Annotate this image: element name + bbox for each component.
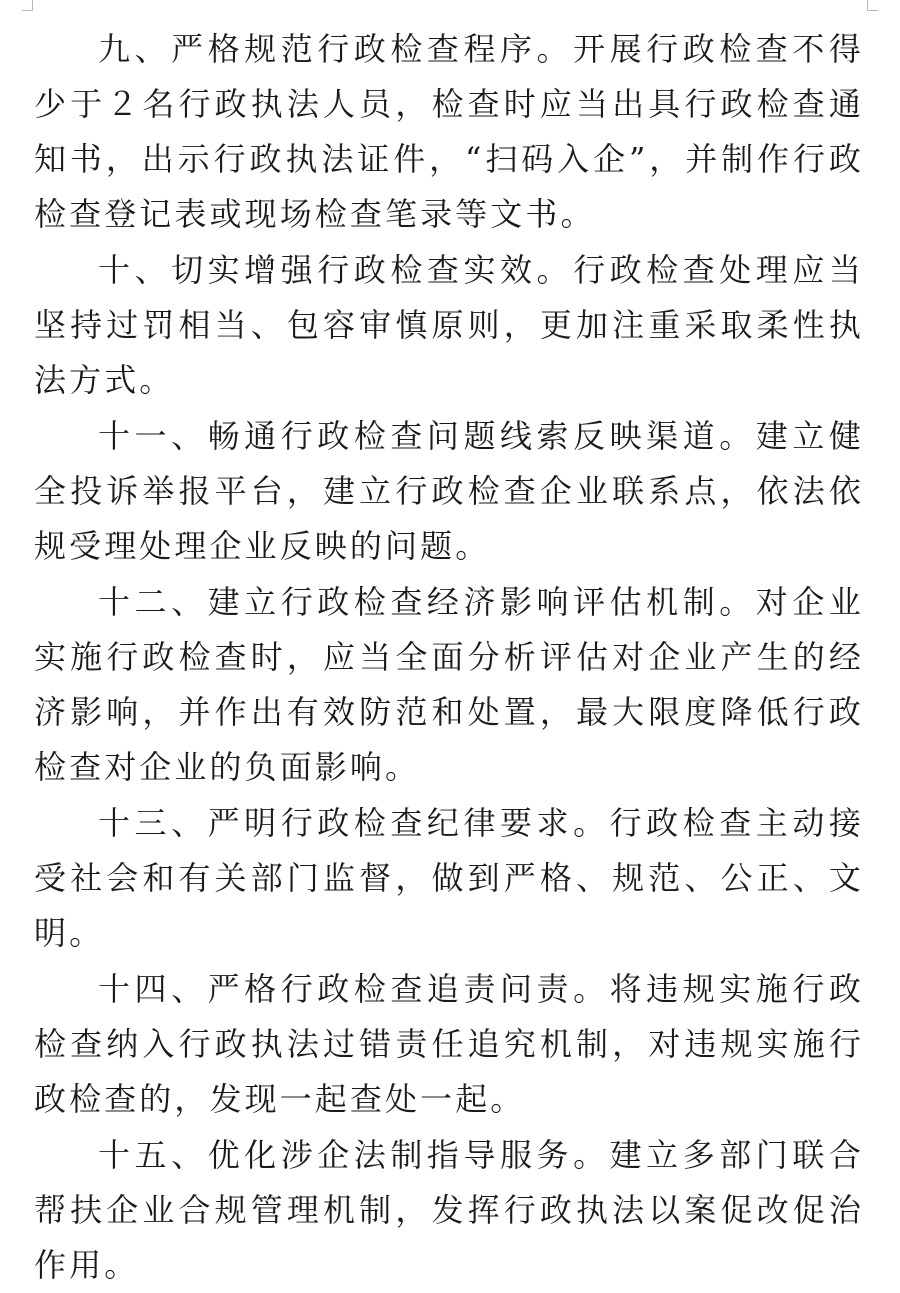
page-corner-mark-left bbox=[22, 0, 33, 11]
paragraph-item-13: 十三、严明行政检查纪律要求。行政检查主动接受社会和有关部门监督，做到严格、规范、公正、文明。 bbox=[34, 804, 864, 952]
paragraph-item-9: 九、严格规范行政检查程序。开展行政检查不得少于２名行政执法人员，检查时应当出具行政检查通知书，出示行政执法证件，“扫码入企”，并制作行政检查登记表或现场检查笔录等文书。 bbox=[34, 30, 864, 233]
paragraph-item-10: 十、切实增强行政检查实效。行政检查处理应当坚持过罚相当、包容审慎原则，更加注重采取柔性执法方式。 bbox=[34, 251, 864, 399]
paragraph-item-15: 十五、优化涉企法制指导服务。建立多部门联合帮扶企业合规管理机制，发挥行政执法以案促改促治作用。 bbox=[34, 1136, 864, 1284]
document-body bbox=[34, 22, 864, 1293]
page-corner-mark-right bbox=[867, 0, 878, 11]
paragraph-item-14: 十四、严格行政检查追责问责。将违规实施行政检查纳入行政执法过错责任追究机制，对违规实施行政检查的，发现一起查处一起。 bbox=[34, 970, 864, 1118]
paragraph-item-11: 十一、畅通行政检查问题线索反映渠道。建立健全投诉举报平台，建立行政检查企业联系点，依法依规受理处理企业反映的问题。 bbox=[34, 417, 864, 565]
paragraph-item-12: 十二、建立行政检查经济影响评估机制。对企业实施行政检查时，应当全面分析评估对企业产生的经济影响，并作出有效防范和处置，最大限度降低行政检查对企业的负面影响。 bbox=[34, 583, 864, 786]
